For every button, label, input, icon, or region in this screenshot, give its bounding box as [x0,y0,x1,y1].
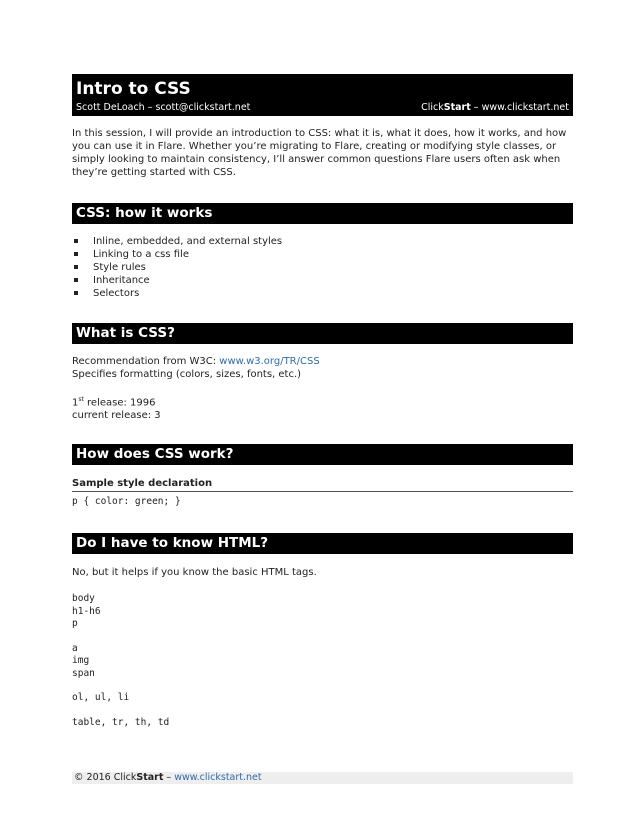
list-item: Selectors [72,287,573,300]
intro-paragraph: In this session, I will provide an introduction to CSS: what it is, what it does, how it works, and how you can use it in Flare. Whether you’re migrating to Flare, creating or modifying style classes, or simply looking to maintain consistency, I’ll answer common questions Flare users often ask when they’re getting started with CSS. [72,128,567,178]
brand-suffix: – www.clickstart.net [470,102,569,113]
brand-prefix: Click [421,102,444,113]
title-subline [72,101,573,116]
what-is-css-content [72,355,573,422]
section-heading-how-does-css-work: How does CSS work? [72,444,573,465]
brand-bold: Start [443,102,471,113]
tag-group [72,717,573,730]
section-heading-know-html: Do I have to know HTML? [72,533,573,554]
tag-item: ol, ul, li [72,692,130,703]
code-sample: p { color: green; } [72,496,181,507]
tag-item: p [72,618,78,629]
know-html-content [72,566,573,729]
first-release-year: release: 1996 [83,397,156,409]
first-release-line [72,393,573,409]
declaration-label: Sample style declaration [72,477,573,492]
page-footer [72,772,573,784]
list-item: Inheritance [72,274,573,287]
brand-line [421,101,569,114]
tag-group [72,593,573,631]
tag-group [72,643,573,681]
how-does-content [72,477,573,509]
current-release-line: current release: 3 [72,410,161,422]
tag-item: body [72,593,95,604]
how-it-works-list [72,235,573,300]
section-heading-what-is-css: What is CSS? [72,323,573,344]
title-banner [72,74,573,116]
tag-item: table, tr, th, td [72,716,170,728]
document-page [72,74,573,728]
first-release-number: 1 [72,397,79,409]
tag-item: img [72,655,90,666]
recommendation-text: Recommendation from W3C: [72,356,220,367]
footer-brand-bold: Start [136,772,164,783]
recommendation-line [72,355,573,368]
tag-item: span [72,667,95,679]
section-heading-how-it-works: CSS: how it works [72,203,573,224]
footer-dash: – [163,772,175,783]
list-item: Inline, embedded, and external styles [72,235,573,248]
page-title: Intro to CSS [76,79,191,99]
list-item: Style rules [72,261,573,274]
specifies-line: Specifies formatting (colors, sizes, fonts, etc.) [72,369,302,380]
author-line: Scott DeLoach – scott@clickstart.net [76,102,251,113]
know-html-text: No, but it helps if you know the basic HTML tags. [72,567,317,578]
tag-item: a [72,642,78,654]
footer-link[interactable]: www.clickstart.net [174,772,262,783]
footer-copyright: © 2016 Click [74,772,137,783]
first-release-suffix: st [78,396,84,403]
tag-group [72,692,573,705]
tag-item: h1-h6 [72,605,101,617]
list-item: Linking to a css file [72,248,573,261]
w3c-link[interactable]: www.w3.org/TR/CSS [219,356,320,367]
